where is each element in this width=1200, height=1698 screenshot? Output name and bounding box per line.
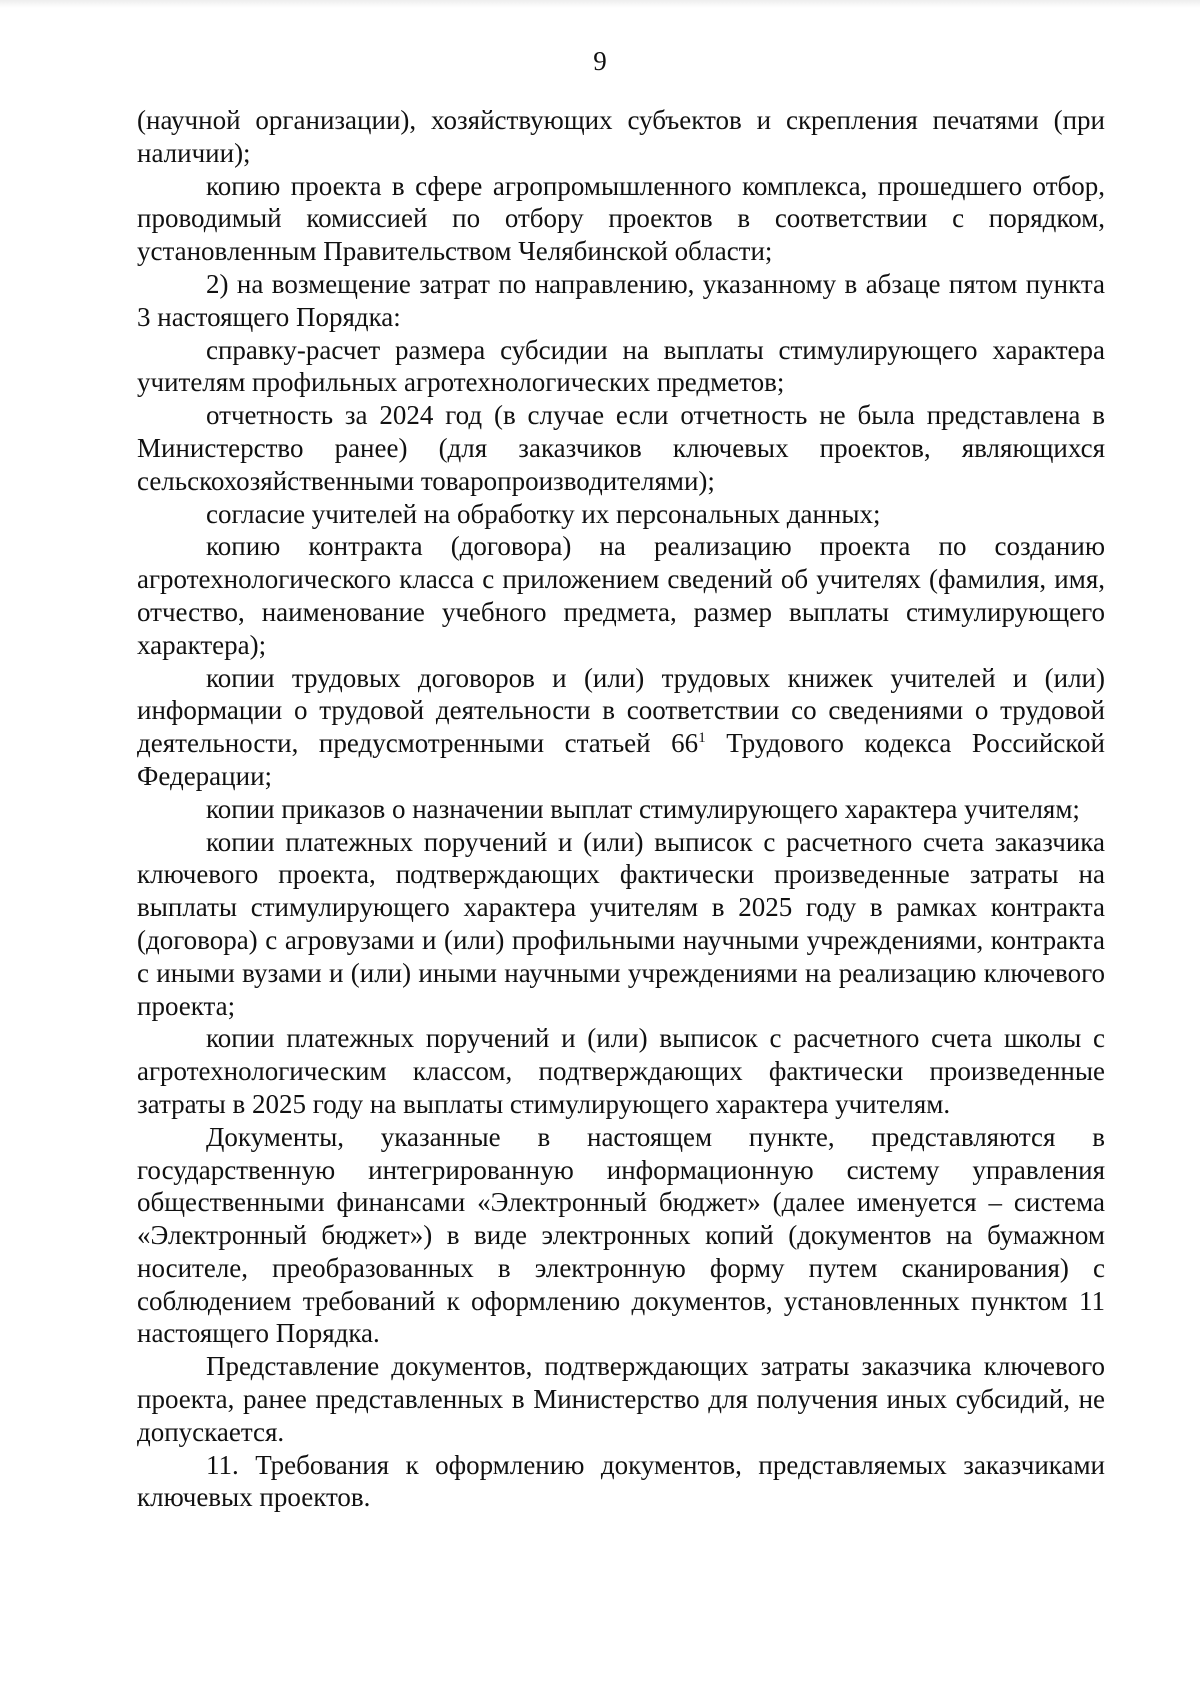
paragraph-8	[137, 662, 1105, 793]
paragraph-6: согласие учителей на обработку их персональных данных;	[206, 498, 881, 529]
paragraph-7: копию контракта (договора) на реализацию проекта по созданию агротехнологического класса с приложением сведений об учителях (фамилия, имя, отчество, наименование учебного предмета, размер выплаты стимулирующего характера);	[137, 531, 1105, 660]
paragraph-13: Представление документов, подтверждающих затраты заказчика ключевого проекта, ранее представленных в Министерство для получения иных субсидий, не допускается.	[137, 1351, 1105, 1447]
article-superscript: 1	[698, 730, 706, 747]
document-body	[137, 104, 1105, 1514]
paragraph-12: Документы, указанные в настоящем пункте, представляются в государственную интегрированную информационную систему управления общественными финансами «Электронный бюджет» (далее именуется – система «Электронный бюджет») в виде электронных копий (документов на бумажном носителе, преобразованных в электронную форму путем сканирования) с соблюдением требований к оформлению документов, установленных пунктом 11 настоящего Порядка.	[137, 1121, 1105, 1349]
paragraph-9: копии приказов о назначении выплат стимулирующего характера учителям;	[206, 793, 1080, 824]
paragraph-3: 2) на возмещение затрат по направлению, указанному в абзаце пятом пункта 3 настоящего Порядка:	[137, 268, 1105, 332]
paragraph-11: копии платежных поручений и (или) выписок с расчетного счета школы с агротехнологическим классом, подтверждающих фактически произведенные затраты в 2025 году на выплаты стимулирующего характера учителям.	[137, 1023, 1105, 1119]
page-number: 9	[593, 46, 607, 76]
scan-edge	[0, 0, 1200, 8]
labor-text-before: копии трудовых договоров и (или) трудовых книжек учителей и (или) информации о трудовой деятельности в соответствии со сведениями о трудовой деятельности, предусмотренными статьей 66	[137, 662, 1105, 759]
paragraph-10: копии платежных поручений и (или) выписок с расчетного счета заказчика ключевого проекта, подтверждающих фактически произведенные затраты на выплаты стимулирующего характера учителям в 2025 году в рамках контракта (договора) с агровузами и (или) профильными научными учреждениями, контракта с иными вузами и (или) иными научными учреждениями на реализацию ключевого проекта;	[137, 826, 1105, 1021]
labor-text-after: Трудового кодекса Российской Федерации;	[137, 728, 1105, 791]
paragraph-1: (научной организации), хозяйствующих субъектов и скрепления печатями (при наличии);	[137, 105, 1105, 168]
paragraph-4: справку-расчет размера субсидии на выплаты стимулирующего характера учителям профильных агротехнологических предметов;	[137, 334, 1105, 398]
paragraph-5: отчетность за 2024 год (в случае если отчетность не была представлена в Министерство ранее) (для заказчиков ключевых проектов, являющихся сельскохозяйственными товаропроизводителями);	[137, 400, 1105, 496]
paragraph-2: копию проекта в сфере агропромышленного комплекса, прошедшего отбор, проводимый комиссией по отбору проектов в соответствии с порядком, установленным Правительством Челябинской области;	[137, 170, 1105, 267]
paragraph-14: 11. Требования к оформлению документов, представляемых заказчиками ключевых проектов.	[137, 1449, 1105, 1513]
